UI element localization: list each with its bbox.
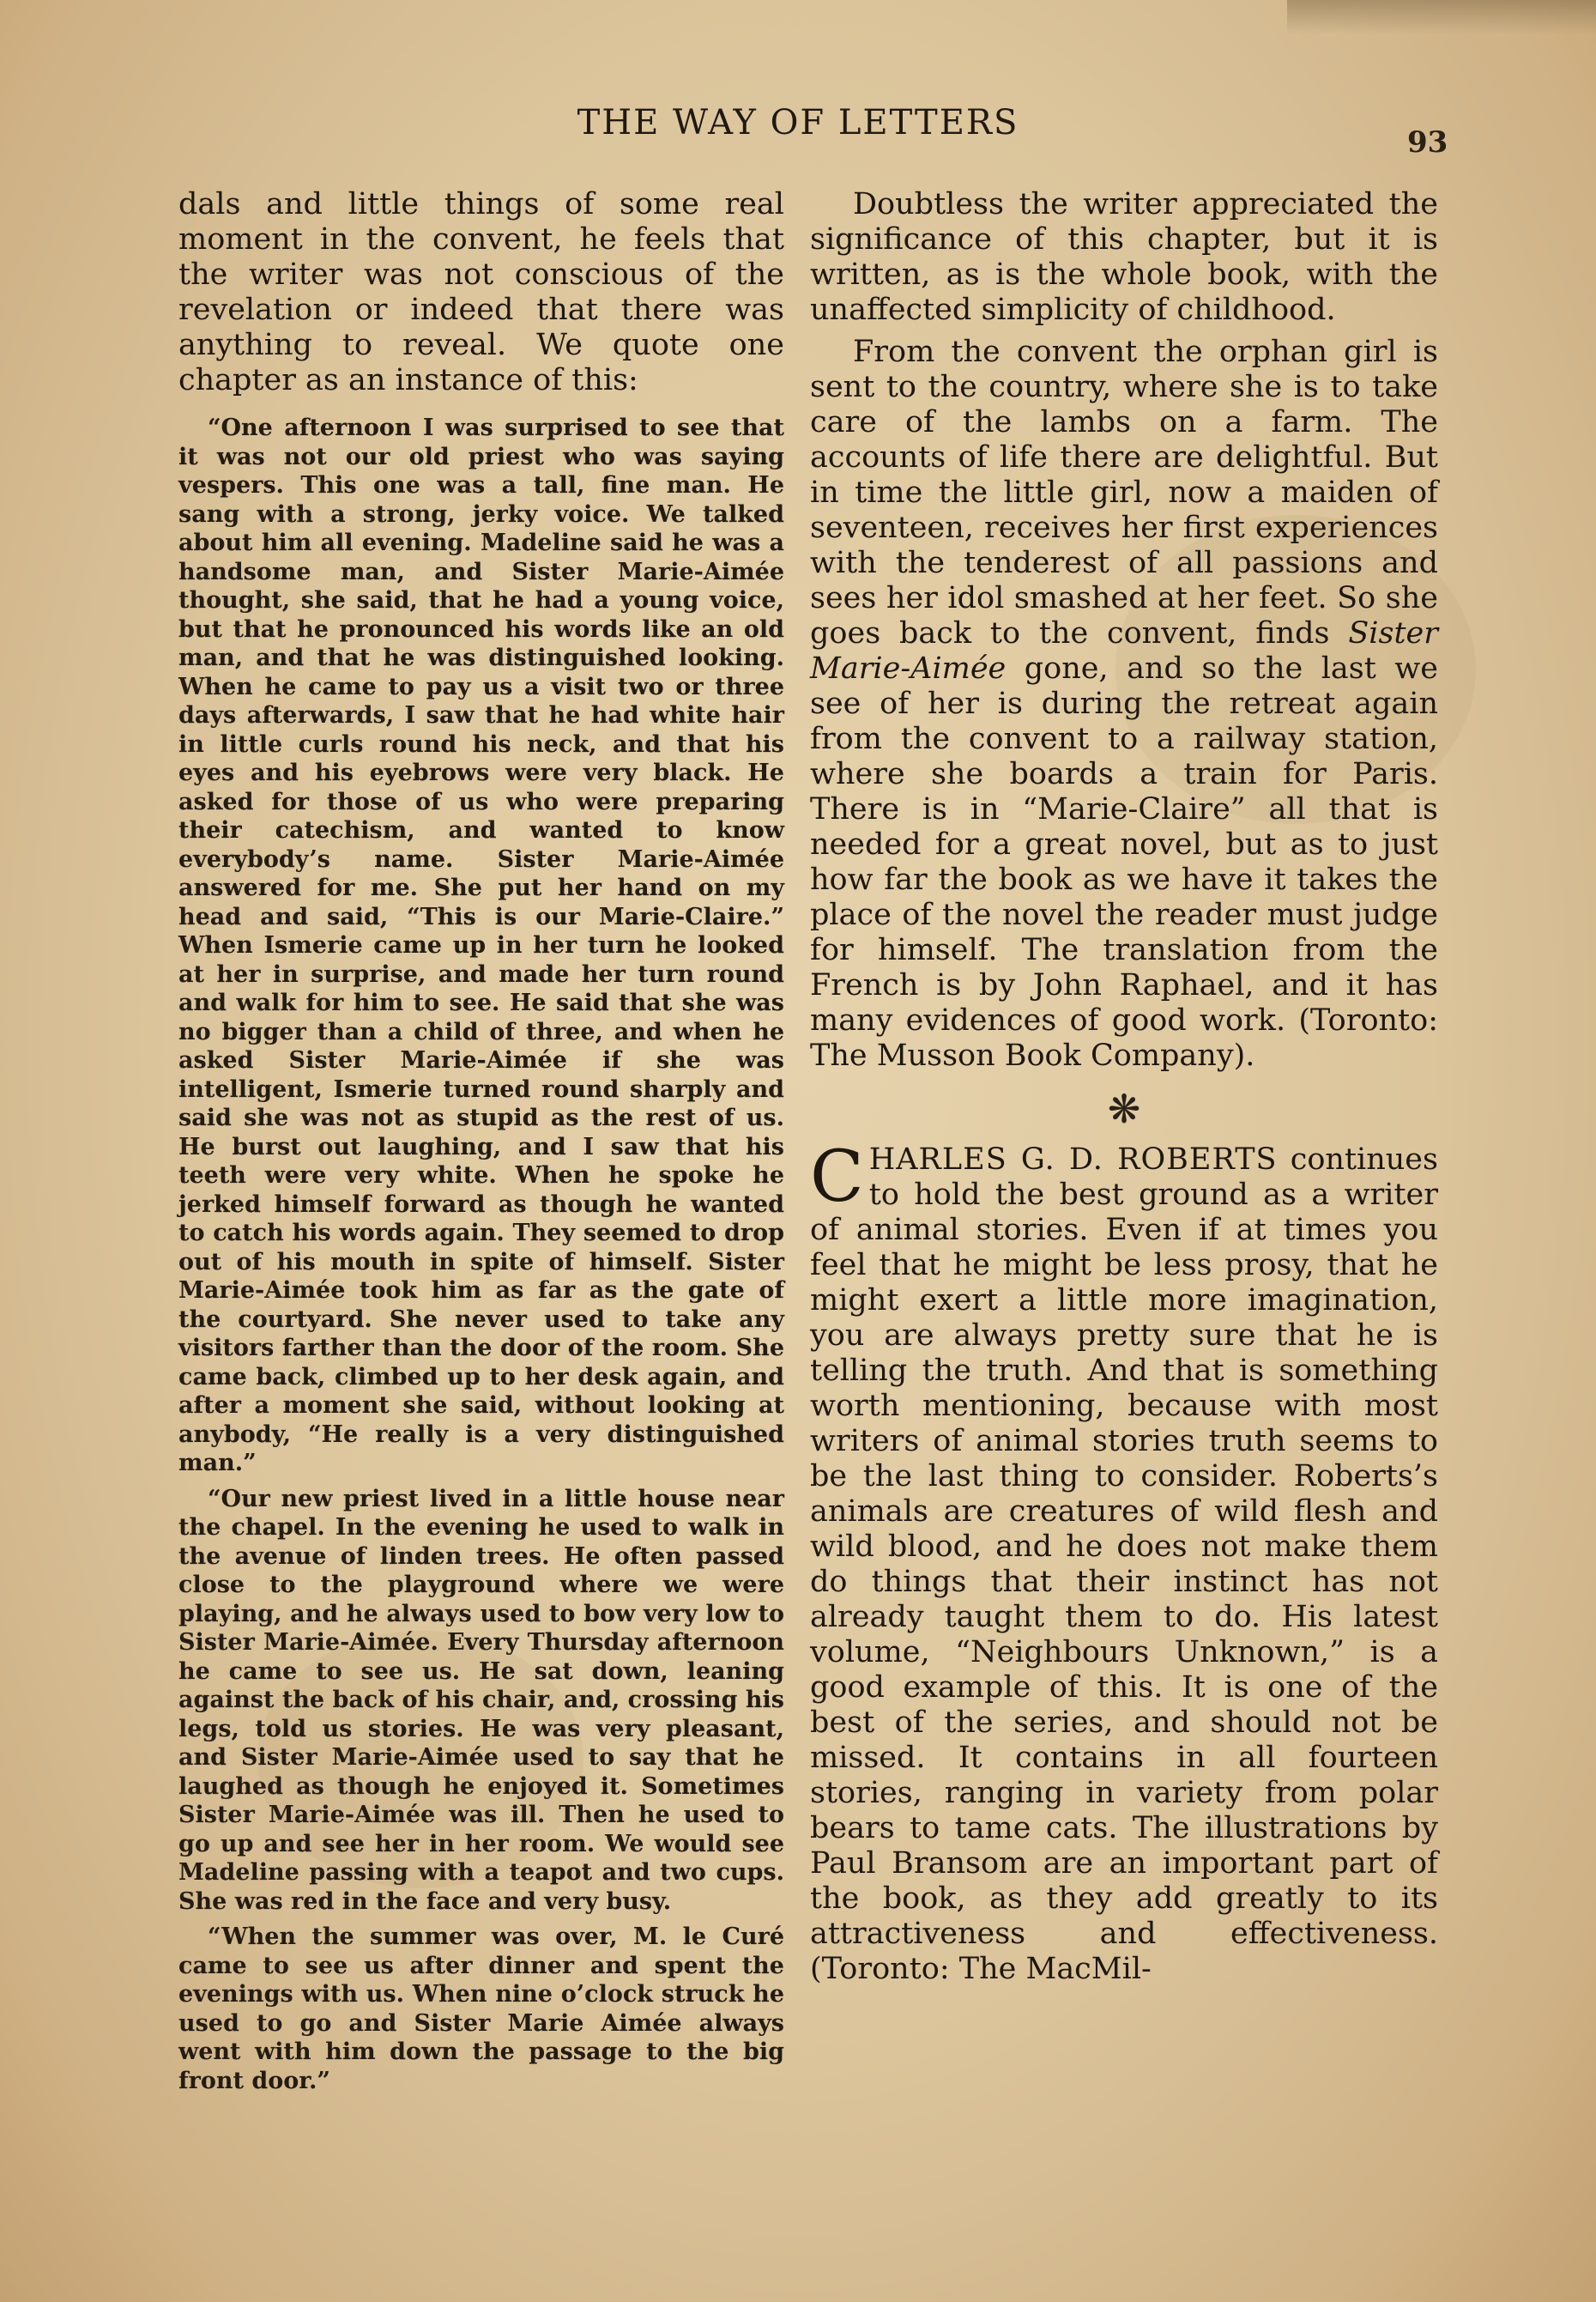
review-paragraph-3 bbox=[810, 1136, 1438, 1987]
quote-paragraph-1: “One afternoon I was surprised to see that it was not our old priest who was saying vespers. This one was a tall, fine man. He sang with a strong, jerky voice. We talked about him all evening. Madeline said he was a handsome man, and Sister Marie-Aimée thought, she said, that he had a young voice, but that he pronounced his words like an old man, and that he was distinguished looking. When he came to pay us a visit two or three days afterwards, I saw that he had white hair in little curls round his neck, and that his eyes and his eyebrows were very black. He asked for those of us who were preparing their catechism, and wanted to know everybody’s name. Sister Marie-Aimée answered for me. She put her hand on my head and said, “This is our Marie-Claire.” When Ismerie came up in her turn he looked at her in surprise, and made her turn round and walk for him to see. He said that she was no bigger than a child of three, and when he asked Sister Marie-Aimée if she was intelligent, Ismerie turned round sharply and said she was not as stupid as the rest of us. He burst out laughing, and I saw that his teeth were very white. When he spoke he jerked himself forward as though he wanted to catch his words again. They seemed to drop out of his mouth in spite of himself. Sister Marie-Aimée took him as far as the gate of the courtyard. She never used to take any visitors farther than the door of the room. She came back, climbed up to her desk again, and after a moment she said, without looking at anybody, “He really is a very distinguished man.” bbox=[178, 415, 784, 1476]
page-curl-shadow bbox=[1287, 0, 1596, 34]
page-number: 93 bbox=[1407, 125, 1448, 160]
review-paragraph-2-part-b: gone, and so the last we see of her is during the retreat again from the convent to a railway station, where she boards a train for Paris. There is in “Marie-Claire” all that is needed for a great novel, but as to just how far the book as we have it takes the place of the novel the reader must judge for himself. The translation from the French is by John Raphael, and it has many evidences of good work. (Toronto: The Musson Book Company). bbox=[810, 651, 1438, 1073]
intro-paragraph: dals and little things of some real moment in the convent, he feels that the writer was not conscious of the revelation or indeed that there was anything to reveal. We quote one chapter as an instance of this: bbox=[178, 187, 784, 397]
review-paragraph-3-text: continues to hold the best ground as a writer of animal stories. Even if at times you feel that he might be less prosy, that he might exert a little more imagination, you are always pretty sure that he is telling the truth. And that is something worth mentioning, because with most writers of animal stories truth seems to be the last thing to consider. Roberts’s animals are creatures of wild flesh and wild blood, and he does not make them do things that their instinct has not already taught them to do. His latest volume, “Neighbours Unknown,” is a good example of this. It is one of the best of the series, and should not be missed. It contains in all fourteen stories, ranging in variety from polar bears to tame cats. The illustrations by Paul Bransom are an important part of the book, as they add greatly to its attractiveness and effectiveness. (Toronto: The MacMil- bbox=[810, 1142, 1438, 1986]
author-name-caps: HARLES G. D. ROBERTS bbox=[868, 1142, 1278, 1177]
quote-paragraph-3: “When the summer was over, M. le Curé came to see us after dinner and spent the evenings with us. When nine o’clock struck he used to go and Sister Marie Aimée always went with him down the passage to the big front door.” bbox=[178, 1923, 784, 2094]
running-head: THE WAY OF LETTERS bbox=[577, 103, 1019, 142]
left-column bbox=[178, 187, 784, 2095]
drop-cap-letter: C bbox=[810, 1136, 864, 1218]
quote-paragraph-2: “Our new priest lived in a little house near the chapel. In the evening he used to walk in the avenue of linden trees. He often passed close to the playground where we were playing, and he always used to bow very low to Sister Marie-Aimée. Every Thursday afternoon he came to see us. He sat down, leaning against the back of his chair, and, crossing his legs, told us stories. He was very pleasant, and Sister Marie-Aimée used to say that he laughed as though he enjoyed it. Sometimes Sister Marie-Aimée was ill. Then he used to go up and see her in her room. We would see Madeline passing with a teapot and two cups. She was red in the face and very busy. bbox=[178, 1485, 784, 1915]
review-paragraph-2-part-a: From the convent the orphan girl is sent to the country, where she is to take care of the lambs on a farm. The accounts of life there are delightful. But in time the little girl, now a maiden of seventeen, receives her first experiences with the tenderest of all passions and sees her idol smashed at her feet. So she goes back to the convent, finds bbox=[810, 335, 1438, 651]
review-paragraph-1: Doubtless the writer appreciated the significance of this chapter, but it is written, as is the whole book, with the unaffected simplicity of childhood. bbox=[810, 187, 1438, 327]
review-paragraph-2 bbox=[810, 335, 1438, 1074]
section-divider-asterisk: ❋ bbox=[1107, 1086, 1141, 1132]
right-column bbox=[810, 187, 1438, 1987]
book-character-name: Sister Marie-Aimée bbox=[810, 616, 1438, 686]
